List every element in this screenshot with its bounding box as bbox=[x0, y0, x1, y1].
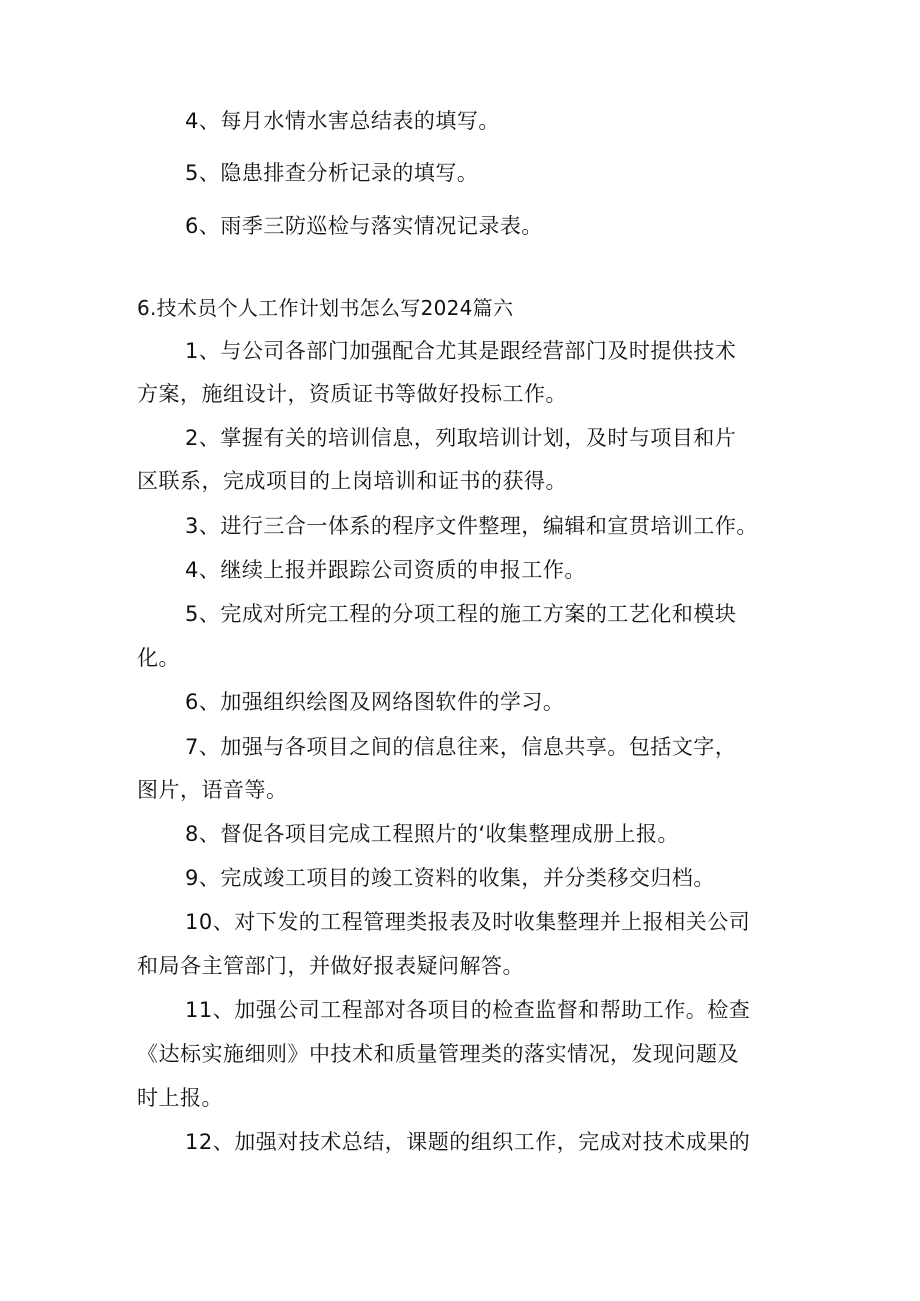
list-item: 5、完成对所完工程的分项工程的施工方案的工艺化和模块 bbox=[185, 602, 737, 626]
list-item: 9、完成竣工项目的竣工资料的收集，并分类移交归档。 bbox=[185, 866, 715, 890]
list-item: 4、继续上报并跟踪公司资质的申报工作。 bbox=[185, 558, 586, 582]
list-item: 3、进行三合一体系的程序文件整理，编辑和宣贯培训工作。 bbox=[185, 514, 758, 538]
list-item: 4、每月水情水害总结表的填写。 bbox=[185, 109, 500, 133]
list-item: 8、督促各项目完成工程照片的‘收集整理成册上报。 bbox=[185, 822, 680, 846]
list-item-continuation: 区联系，完成项目的上岗培训和证书的获得。 bbox=[137, 469, 567, 493]
list-item: 7、加强与各项目之间的信息往来，信息共享。包括文字， bbox=[185, 735, 737, 759]
list-item: 12、加强对技术总结，课题的组织工作，完成对技术成果的 bbox=[185, 1130, 751, 1154]
list-item: 2、掌握有关的培训信息，列取培训计划，及时与项目和片 bbox=[185, 426, 737, 450]
list-item: 5、隐患排查分析记录的填写。 bbox=[185, 161, 479, 185]
list-item-continuation: 时上报。 bbox=[137, 1086, 223, 1110]
list-item: 1、与公司各部门加强配合尤其是跟经营部门及时提供技术 bbox=[185, 339, 737, 363]
list-item: 10、对下发的工程管理类报表及时收集整理并上报相关公司 bbox=[185, 910, 751, 934]
list-item-continuation: 《达标实施细则》中技术和质量管理类的落实情况，发现问题及 bbox=[137, 1042, 739, 1066]
list-item-continuation: 方案，施组设计，资质证书等做好投标工作。 bbox=[137, 382, 567, 406]
list-item: 6、加强组织绘图及网络图软件的学习。 bbox=[185, 690, 565, 714]
list-item: 11、加强公司工程部对各项目的检查监督和帮助工作。检查 bbox=[185, 998, 751, 1022]
list-item-continuation: 图片，语音等。 bbox=[137, 778, 288, 802]
list-item-continuation: 和局各主管部门，并做好报表疑问解答。 bbox=[137, 954, 524, 978]
list-item-continuation: 化。 bbox=[137, 646, 180, 670]
section-heading: 6.技术员个人工作计划书怎么写2024篇六 bbox=[137, 296, 514, 320]
list-item: 6、雨季三防巡检与落实情况记录表。 bbox=[185, 214, 543, 238]
